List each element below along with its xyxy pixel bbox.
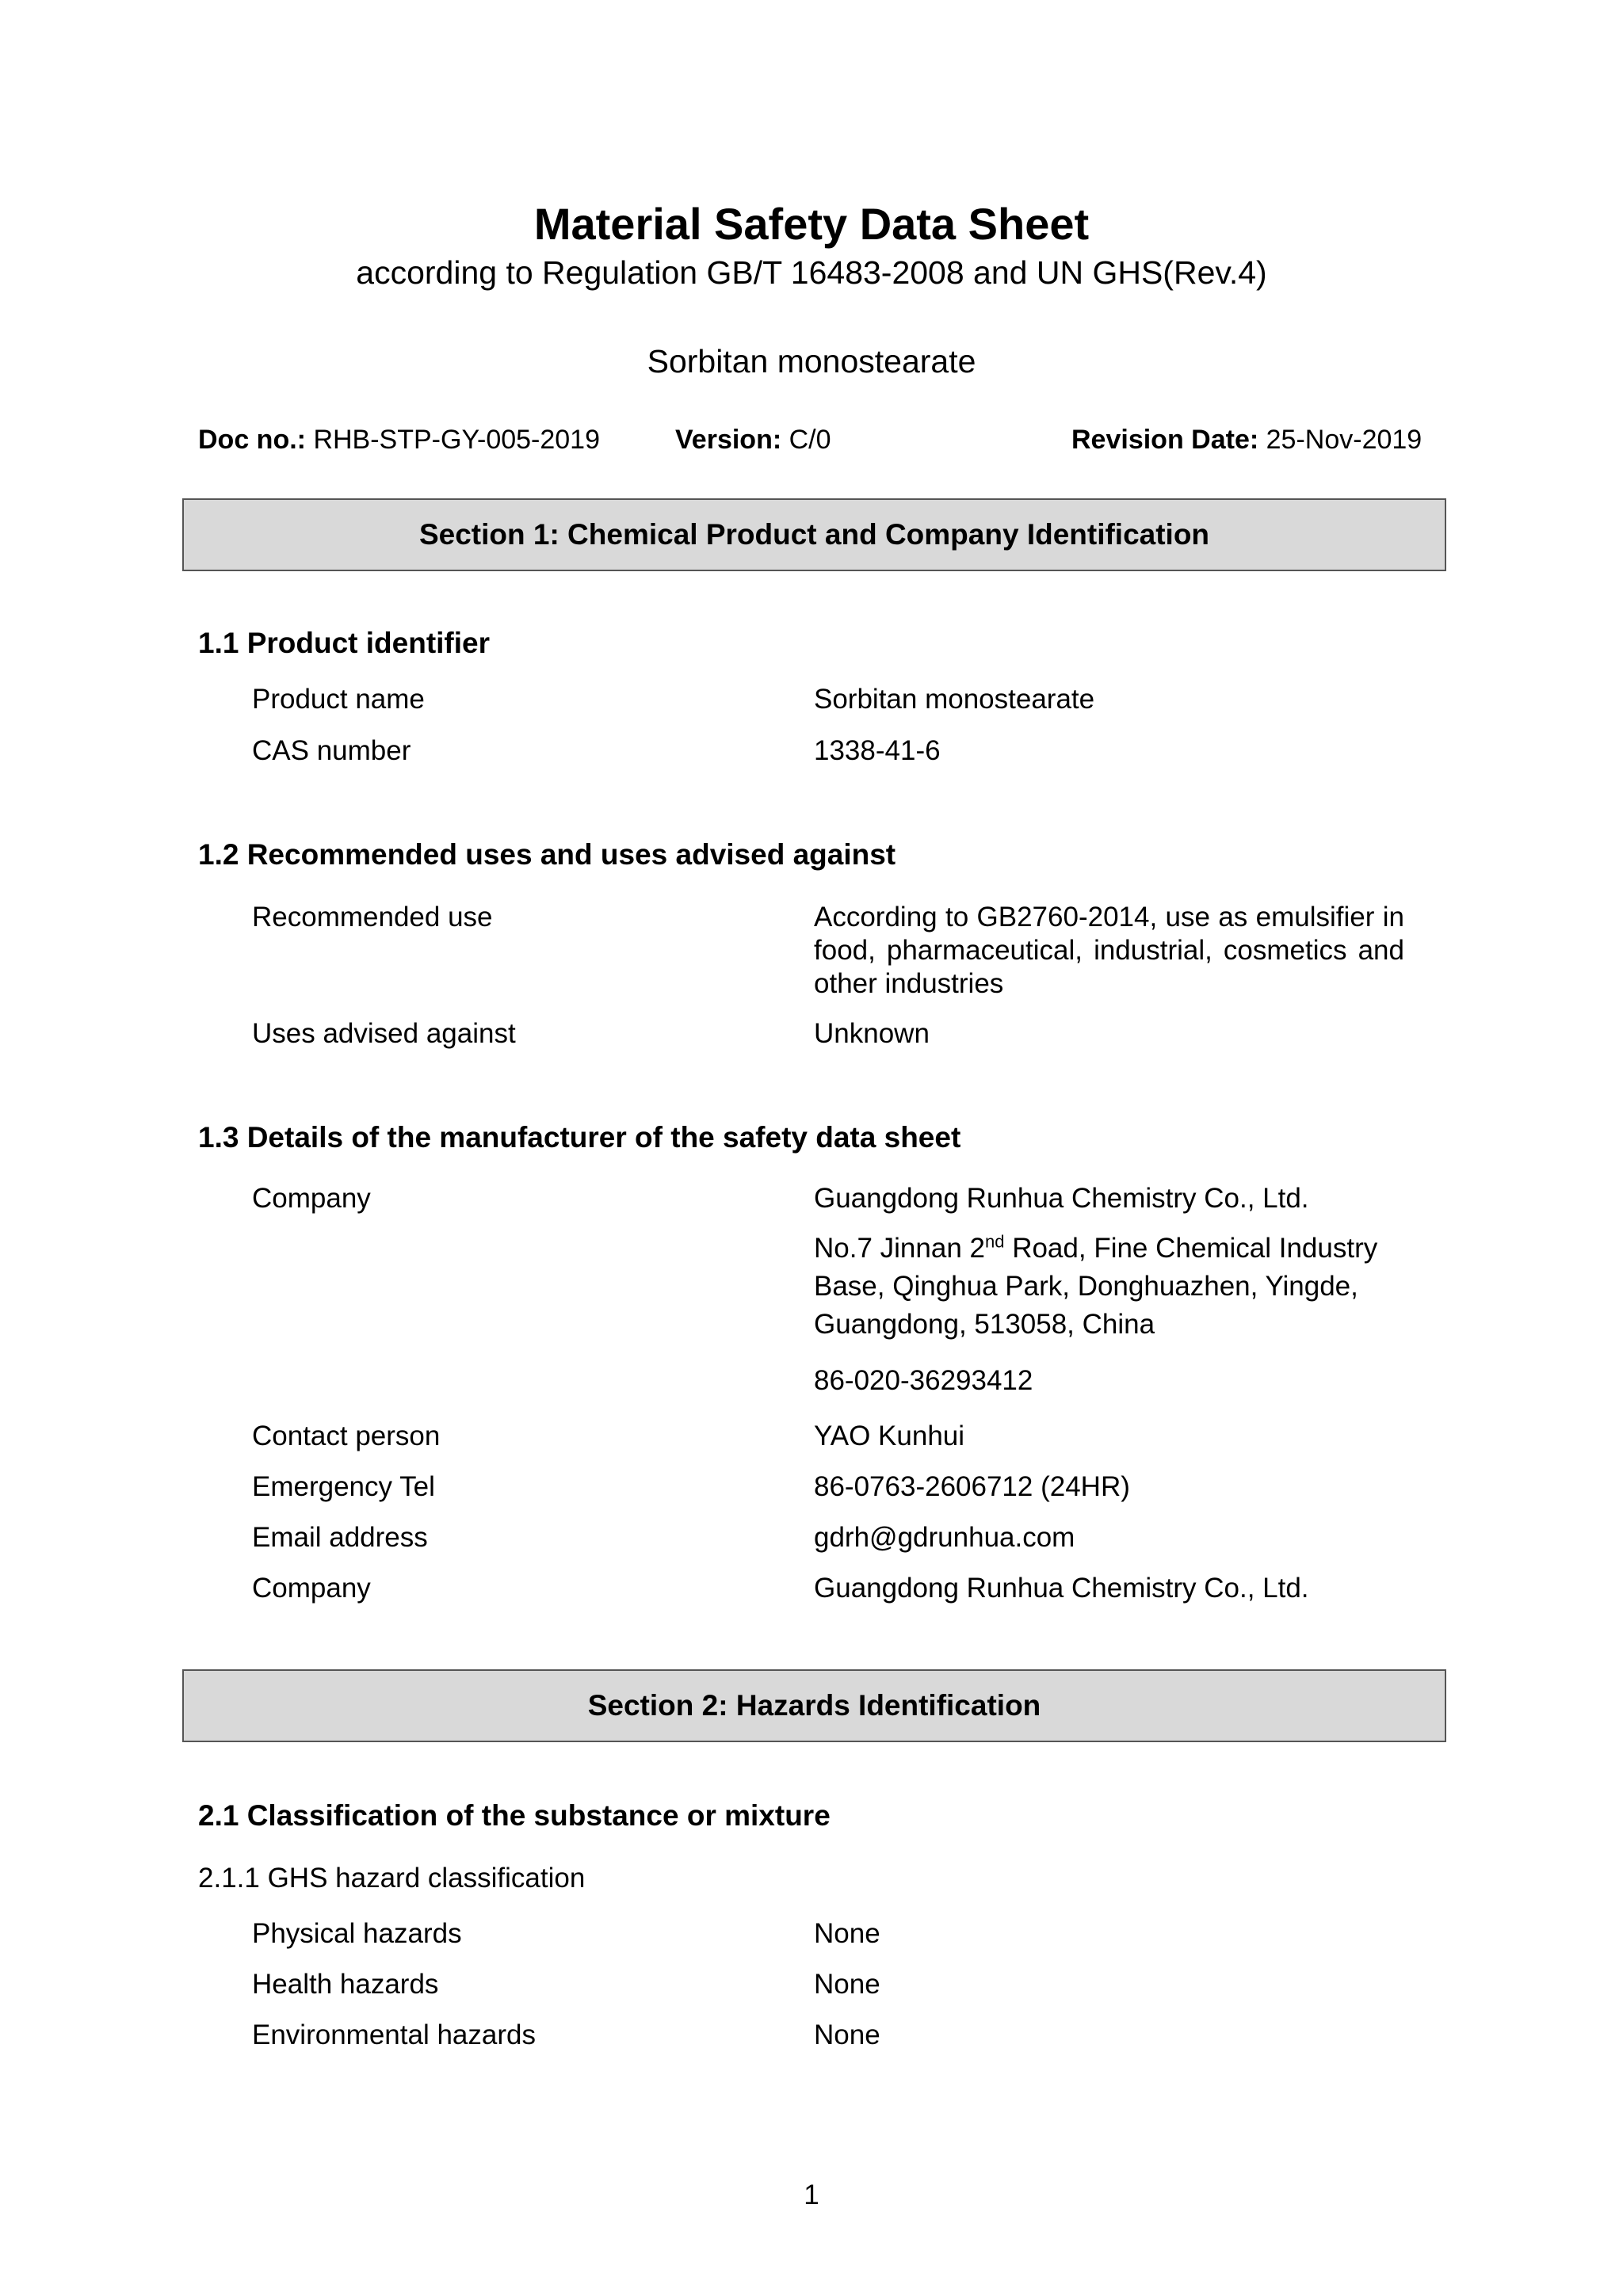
section-1-header bbox=[182, 498, 1446, 571]
value-contact-person: YAO Kunhui bbox=[814, 1421, 965, 1451]
value-environmental-hazards: None bbox=[814, 2019, 880, 2050]
version-label: Version: bbox=[675, 425, 782, 455]
revision-date-label: Revision Date: bbox=[1071, 425, 1259, 455]
doc-number bbox=[198, 422, 600, 457]
value-health-hazards: None bbox=[814, 1969, 880, 2000]
label-physical-hazards: Physical hazards bbox=[252, 1918, 462, 1949]
value-cas-number: 1338-41-6 bbox=[814, 735, 941, 766]
label-contact-person: Contact person bbox=[252, 1421, 441, 1451]
document-subtitle: according to Regulation GB/T 16483-2008 and UN GHS(Rev.4) bbox=[356, 254, 1267, 291]
heading-2-1: 2.1 Classification of the substance or mixture bbox=[198, 1799, 831, 1832]
version bbox=[675, 422, 831, 457]
revision-date bbox=[1071, 422, 1422, 457]
value-company-phone: 86-020-36293412 bbox=[814, 1365, 1033, 1396]
document-title: Material Safety Data Sheet bbox=[533, 199, 1090, 249]
value-recommended-use: According to GB2760-2014, use as emulsifier in food, pharmaceutical, industrial, cosmetics and other industries bbox=[814, 902, 1404, 999]
value-company-address bbox=[814, 1230, 1416, 1344]
heading-2-1-1: 2.1.1 GHS hazard classification bbox=[198, 1863, 586, 1894]
section-2-title: Section 2: Hazards Identification bbox=[587, 1689, 1041, 1722]
value-company-name: Guangdong Runhua Chemistry Co., Ltd. bbox=[814, 1183, 1309, 1214]
label-emergency-tel: Emergency Tel bbox=[252, 1471, 435, 1502]
label-uses-advised-against: Uses advised against bbox=[252, 1018, 516, 1049]
page-number: 1 bbox=[804, 2180, 819, 2210]
value-product-name: Sorbitan monostearate bbox=[814, 684, 1095, 715]
version-value: C/0 bbox=[789, 425, 831, 455]
label-company-2: Company bbox=[252, 1573, 371, 1604]
label-recommended-use: Recommended use bbox=[252, 902, 493, 933]
value-emergency-tel: 86-0763-2606712 (24HR) bbox=[814, 1471, 1130, 1502]
value-physical-hazards: None bbox=[814, 1918, 880, 1949]
address-part-2: Road, Fine Chemical Industry Base, Qinghua Park, Donghuazhen, Yingde, Guangdong, 513058, China bbox=[814, 1233, 1378, 1340]
label-company: Company bbox=[252, 1183, 371, 1214]
label-environmental-hazards: Environmental hazards bbox=[252, 2019, 536, 2050]
label-email-address: Email address bbox=[252, 1522, 428, 1553]
address-part-1: No.7 Jinnan 2 bbox=[814, 1233, 985, 1264]
doc-number-value: RHB-STP-GY-005-2019 bbox=[313, 425, 601, 455]
heading-1-3: 1.3 Details of the manufacturer of the safety data sheet bbox=[198, 1121, 961, 1154]
revision-date-value: 25-Nov-2019 bbox=[1266, 425, 1423, 455]
value-uses-advised-against: Unknown bbox=[814, 1018, 930, 1049]
heading-1-1: 1.1 Product identifier bbox=[198, 627, 491, 659]
value-company-2: Guangdong Runhua Chemistry Co., Ltd. bbox=[814, 1573, 1309, 1604]
section-2-header bbox=[182, 1669, 1446, 1742]
product-name-header: Sorbitan monostearate bbox=[647, 343, 976, 379]
doc-number-label: Doc no.: bbox=[198, 425, 306, 455]
address-superscript: nd bbox=[984, 1231, 1005, 1252]
label-health-hazards: Health hazards bbox=[252, 1969, 439, 2000]
section-1-title: Section 1: Chemical Product and Company Identification bbox=[418, 518, 1210, 551]
label-cas-number: CAS number bbox=[252, 735, 411, 766]
label-product-name: Product name bbox=[252, 684, 425, 715]
value-email-address: gdrh@gdrunhua.com bbox=[814, 1522, 1075, 1553]
heading-1-2: 1.2 Recommended uses and uses advised against bbox=[198, 838, 896, 871]
